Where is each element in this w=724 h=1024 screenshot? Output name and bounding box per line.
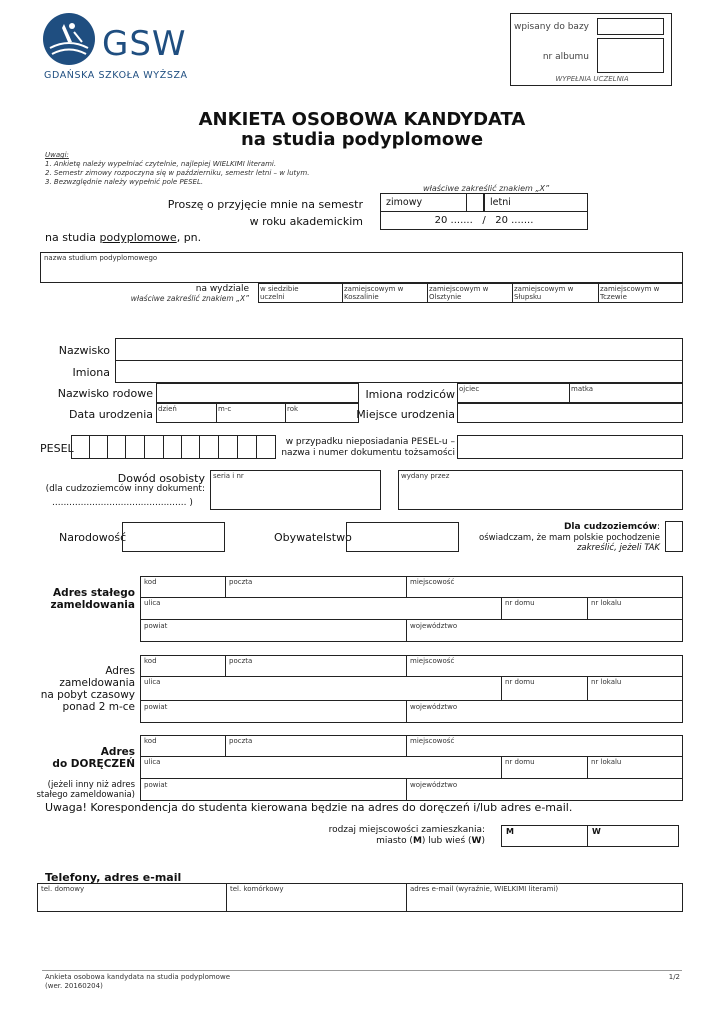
father-name-field[interactable] (457, 383, 570, 403)
issued-by-label: wydany przez (401, 472, 450, 480)
temporary-address-label-1: Adres (105, 665, 135, 677)
academic-year-label: w roku akademickim (249, 215, 363, 228)
temporary-address-label-3: na pobyt czasowy (40, 689, 135, 701)
contact-block (37, 883, 683, 912)
field-label: miejscowość (410, 737, 455, 745)
pesel-field[interactable] (71, 435, 278, 459)
flat-number-field[interactable] (587, 597, 683, 620)
first-names-label: Imiona (72, 366, 110, 379)
citizenship-field[interactable] (346, 522, 459, 552)
field-label: województwo (410, 703, 458, 711)
residence-type-label-2 (376, 836, 485, 846)
residence-type-label-1: rodzaj miejscowości zamieszkania: (328, 825, 485, 835)
field-label: powiat (144, 622, 168, 630)
correspondence-note: Uwaga! Korespondencja do studenta kierowana będzie na adres do doręczeń i/lub adres e-mail. (45, 801, 573, 814)
field-label: nr domu (505, 599, 535, 607)
locality-field[interactable] (406, 655, 683, 677)
logo-school-name: GDAŃSKA SZKOŁA WYŻSZA (44, 70, 188, 81)
logo-brand: GSW (102, 24, 187, 64)
locality-field[interactable] (406, 576, 683, 598)
email-field[interactable] (406, 883, 683, 912)
study-intro-type: podyplomowe (99, 231, 177, 244)
house-number-field[interactable] (501, 676, 588, 701)
residence-city-option[interactable] (501, 825, 588, 847)
street-field[interactable] (140, 756, 502, 779)
foreigners-hint: zakreślić, jeżeli TAK (576, 543, 660, 553)
no-pesel-label-1: w przypadku nieposiadania PESEL-u – (285, 437, 455, 447)
nationality-field[interactable] (122, 522, 225, 552)
pesel-label: PESEL (40, 442, 74, 455)
post-office-field[interactable] (225, 576, 407, 598)
location-label: zamiejscowym w Słupsku (514, 285, 574, 301)
field-label: poczta (229, 578, 253, 586)
father-label: ojciec (459, 385, 480, 393)
family-name-field[interactable] (156, 383, 359, 403)
day-label: dzień (158, 405, 177, 413)
delivery-address-label-1: Adres (100, 746, 135, 758)
postal-code-field[interactable] (140, 655, 226, 677)
citizenship-label: Obywatelstwo (274, 531, 352, 544)
note-item: 3. Bezwzględnie należy wypełnić pole PESEL. (45, 178, 204, 186)
postal-code-field[interactable] (140, 576, 226, 598)
foreigners-heading: Dla cudzoziemców: (563, 522, 660, 532)
field-label: adres e-mail (wyraźnie, WIELKIMI literami) (410, 885, 559, 893)
study-intro-suffix: , pn. (176, 231, 202, 244)
faculty-label: na wydziale (195, 284, 249, 294)
study-intro (45, 231, 201, 244)
residence-text-w: W (471, 836, 482, 846)
album-number-field[interactable] (597, 38, 664, 73)
field-label: kod (144, 578, 157, 586)
footer-divider (42, 970, 682, 971)
birth-place-label: Miejsce urodzenia (356, 408, 455, 421)
field-label: kod (144, 737, 157, 745)
temporary-address-block (140, 655, 683, 723)
temporary-address-label-4: ponad 2 m-ce (62, 701, 135, 713)
semester-hint: właściwe zakreślić znakiem „X” (423, 184, 550, 193)
field-label: nr lokalu (591, 758, 622, 766)
pesel-digit-box[interactable] (256, 435, 276, 459)
residence-city-label: M (506, 827, 514, 836)
no-pesel-label-2: nazwa i numer dokumentu tożsamości (281, 448, 455, 458)
location-label: w siedzibie uczelni (260, 285, 299, 301)
location-option[interactable] (342, 283, 428, 303)
delivery-address-block (140, 735, 683, 801)
pesel-digit-box[interactable] (107, 435, 126, 459)
birth-year-field[interactable] (285, 403, 359, 423)
year-label: rok (287, 405, 299, 413)
first-names-field[interactable] (115, 360, 683, 383)
foreigners-doc-dots: ............................................... ) (52, 498, 193, 508)
post-office-field[interactable] (225, 655, 407, 677)
academic-year-template: 20 ....... / 20 ....... (434, 215, 534, 226)
locality-field[interactable] (406, 735, 683, 757)
residence-text-m: M (412, 836, 422, 846)
note-item: 1. Ankietę należy wypełniać czytelnie, najlepiej WIELKIMI literami. (45, 160, 277, 168)
nationality-label: Narodowość (59, 531, 127, 544)
pesel-digit-box[interactable] (237, 435, 257, 459)
note-item: 2. Semestr zimowy rozpoczyna się w październiku, semestr letni – w lutym. (45, 169, 310, 177)
foreigners-heading-text: Dla cudzoziemców (563, 522, 657, 532)
field-label: ulica (144, 758, 161, 766)
residence-village-label: W (592, 827, 601, 836)
foreigners-declaration: oświadczam, że mam polskie pochodzenie (479, 533, 660, 543)
house-number-field[interactable] (501, 756, 588, 779)
residence-village-option[interactable] (587, 825, 679, 847)
contact-heading: Telefony, adres e-mail (45, 871, 182, 884)
residence-text-a: miasto ( (376, 836, 413, 846)
field-label: miejscowość (410, 657, 455, 665)
location-label: zamiejscowym w Olsztynie (429, 285, 489, 301)
postal-code-field[interactable] (140, 735, 226, 757)
pesel-digit-box[interactable] (144, 435, 164, 459)
pesel-digit-box[interactable] (89, 435, 108, 459)
field-label: województwo (410, 622, 458, 630)
birth-date-label: Data urodzenia (68, 408, 153, 421)
id-series-number-field[interactable] (210, 470, 381, 510)
county-field[interactable] (140, 619, 407, 642)
field-label: poczta (229, 657, 253, 665)
winter-check-box[interactable] (466, 193, 484, 212)
birth-place-field[interactable] (457, 403, 683, 423)
semester-request-label: Proszę o przyjęcie mnie na semestr (167, 198, 363, 211)
province-field[interactable] (406, 619, 683, 642)
mother-label: matka (571, 385, 594, 393)
delivery-address-note-2: stałego zameldowania) (36, 790, 135, 800)
logo-emblem-icon (42, 12, 96, 66)
field-label: nr domu (505, 678, 535, 686)
province-field[interactable] (406, 700, 683, 723)
residence-text-b: ) lub wieś ( (421, 836, 472, 846)
faculty-hint: właściwe zakreślić znakiem „X” (130, 294, 249, 303)
winter-label: zimowy (386, 197, 423, 208)
notes-heading: Uwagi: (45, 151, 69, 159)
temporary-address-label-2: zameldowania (59, 677, 135, 689)
registered-label: wpisany do bazy (513, 22, 589, 32)
footer-page-number: 1/2 (668, 973, 680, 981)
academic-year-field[interactable] (380, 211, 588, 230)
county-field[interactable] (140, 700, 407, 723)
mobile-phone-field[interactable] (226, 883, 407, 912)
study-name-field[interactable] (40, 252, 683, 283)
location-option[interactable] (258, 283, 343, 303)
identity-document-field[interactable] (457, 435, 683, 459)
location-label: zamiejscowym w Tczewie (600, 285, 660, 301)
office-note: WYPEŁNIA UCZELNIA (555, 75, 629, 83)
flat-number-field[interactable] (587, 756, 683, 779)
field-label: tel. domowy (41, 885, 85, 893)
summer-label: letni (490, 197, 511, 208)
album-number-label: nr albumu (542, 52, 589, 62)
birth-month-field[interactable] (216, 403, 286, 423)
semester-summer-option[interactable] (484, 193, 588, 212)
footer-title: Ankieta osobowa kandydata na studia podyplomowe (45, 973, 231, 981)
pesel-digit-box[interactable] (71, 435, 90, 459)
province-field[interactable] (406, 778, 683, 801)
house-number-field[interactable] (501, 597, 588, 620)
delivery-address-note-1: (jeżeli inny niż adres (47, 780, 135, 790)
parents-names-label: Imiona rodziców (365, 388, 455, 401)
delivery-address-label-2: do DORĘCZEŃ (52, 758, 135, 770)
field-label: miejscowość (410, 578, 455, 586)
field-label: nr domu (505, 758, 535, 766)
id-card-label: Dowód osobisty (117, 472, 205, 485)
post-office-field[interactable] (225, 735, 407, 757)
notes (45, 151, 309, 187)
polish-origin-checkbox[interactable] (665, 521, 683, 552)
series-number-label: seria i nr (213, 472, 244, 480)
field-label: nr lokalu (591, 599, 622, 607)
field-label: ulica (144, 599, 161, 607)
field-label: powiat (144, 781, 168, 789)
office-use-box (510, 13, 672, 86)
study-intro-prefix: na studia (45, 231, 100, 244)
field-label: kod (144, 657, 157, 665)
residence-text-c: ) (481, 836, 485, 846)
field-label: poczta (229, 737, 253, 745)
permanent-address-block (140, 576, 683, 642)
form-title: ANKIETA OSOBOWA KANDYDATA (198, 109, 526, 130)
field-label: nr lokalu (591, 678, 622, 686)
surname-field[interactable] (115, 338, 683, 361)
pesel-digit-box[interactable] (218, 435, 238, 459)
foreigners-doc-label: (dla cudzoziemców inny dokument: (45, 484, 205, 494)
field-label: tel. komórkowy (230, 885, 284, 893)
id-issued-by-field[interactable] (398, 470, 683, 510)
registered-field[interactable] (597, 18, 664, 35)
family-name-label: Nazwisko rodowe (57, 387, 153, 400)
school-logo (42, 12, 202, 82)
flat-number-field[interactable] (587, 676, 683, 701)
home-phone-field[interactable] (37, 883, 227, 912)
permanent-address-label-2: zameldowania (50, 599, 135, 611)
location-option[interactable] (427, 283, 513, 303)
pesel-digit-box[interactable] (125, 435, 145, 459)
footer-version: (wer. 20160204) (45, 982, 103, 990)
pesel-digit-box[interactable] (181, 435, 200, 459)
birth-day-field[interactable] (156, 403, 217, 423)
pesel-digit-box[interactable] (163, 435, 182, 459)
study-name-label: nazwa studium podyplomowego (44, 254, 158, 262)
pesel-digit-box[interactable] (199, 435, 219, 459)
street-field[interactable] (140, 676, 502, 701)
mother-name-field[interactable] (569, 383, 683, 403)
county-field[interactable] (140, 778, 407, 801)
form-subtitle: na studia podyplomowe (240, 129, 484, 150)
location-label: zamiejscowym w Koszalinie (344, 285, 404, 301)
surname-label: Nazwisko (58, 344, 110, 357)
field-label: ulica (144, 678, 161, 686)
location-option[interactable] (598, 283, 683, 303)
field-label: powiat (144, 703, 168, 711)
month-label: m-c (218, 405, 232, 413)
location-option[interactable] (512, 283, 599, 303)
field-label: województwo (410, 781, 458, 789)
permanent-address-label-1: Adres stałego (53, 587, 135, 599)
street-field[interactable] (140, 597, 502, 620)
